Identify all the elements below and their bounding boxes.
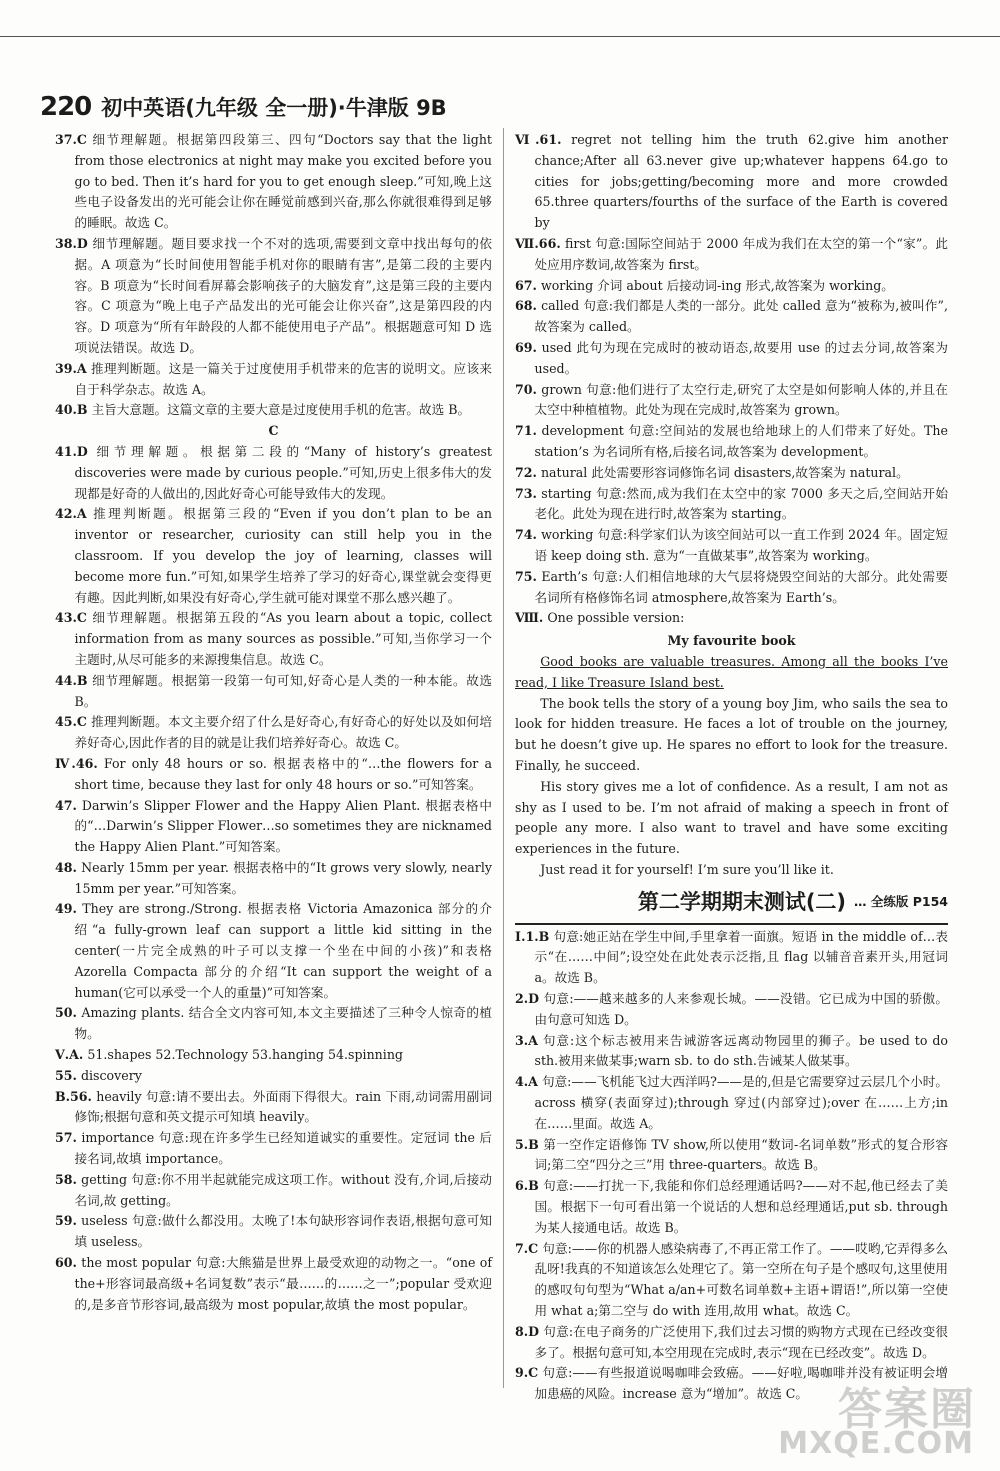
- answer-entry: [515, 234, 948, 276]
- answer-text: 句意:——飞机能飞过大西洋吗?——是的,但是它需要穿过云层几个小时。across 横穿(表面穿过);through 穿过(内部穿过);over 在……上方;in 在……里面。故选 A。: [534, 1074, 948, 1131]
- answer-number: 74.: [515, 527, 537, 543]
- watermark: [740, 1373, 990, 1463]
- answer-text: 句意:——有些报道说喝咖啡会致癌。——好啦,喝咖啡并没有被证明会增加患癌的风险。increase 意为“增加”。故选 C。: [534, 1365, 948, 1402]
- answer-text: 推理判断题。本文主要介绍了什么是好奇心,有好奇心的好处以及如何培养好奇心,因此作者的目的就是让我们培养好奇心。故选 C。: [74, 714, 492, 751]
- answer-entry: [515, 1031, 948, 1073]
- answer-entry: [515, 1322, 948, 1364]
- answer-number: 4.A: [515, 1074, 538, 1090]
- answer-text: used 此句为现在完成时的被动语态,故要用 use 的过去分词,故答案为 used。: [534, 339, 948, 376]
- answer-text: 细节理解题。根据第四段第三、四句“Doctors say that the light from those electronics at night may make you excited before you go to bed. Then it’s hard for you to get enough sleep.”可知,晚上这些电子设备发出的光可能会让你在睡觉前感到兴奋,那么你就很难得到足够的睡眠。故选 C。: [74, 132, 492, 231]
- answer-entry: [55, 1003, 492, 1045]
- answer-text: Amazing plants. 结合全文内容可知,本文主要描述了三种令人惊奇的植物。: [74, 1005, 492, 1042]
- answer-entry: [515, 296, 948, 338]
- answer-entry: [55, 754, 492, 796]
- answer-text: discovery: [80, 1067, 142, 1083]
- answer-number: 75.: [515, 568, 537, 584]
- answer-entry: [515, 380, 948, 422]
- answer-number: 48.: [55, 859, 77, 875]
- answer-text: first 句意:国际空间站于 2000 年成为我们在太空的第一个“家”。此处应用序数词,故答案为 first。: [534, 235, 949, 272]
- answer-entry: [515, 484, 948, 526]
- answer-entry: [515, 463, 948, 484]
- answer-entry: [515, 989, 948, 1031]
- answer-text: 句意:——打扰一下,我能和你们总经理通话吗?——对不起,他已经去了美国。根据下一句可看出第一个说话的人想和总经理通话,put sb. through 为某人接通电话。故选 B。: [534, 1178, 948, 1235]
- watermark-logo-text: 答案圈: [838, 1384, 976, 1435]
- answer-text: heavily 句意:请不要出去。外面雨下得很大。rain 下雨,动词需用副词修饰;根据句意和英文提示可知填 heavily。: [74, 1088, 492, 1125]
- answer-text: 细节理解题。根据第一段第一句可知,好奇心是人类的一种本能。故选 B。: [74, 672, 492, 709]
- answer-text: working 句意:科学家们认为该空间站可以一直工作到 2024 年。固定短语 keep doing sth. 意为“一直做某事”,故答案为 working。: [534, 527, 948, 563]
- answer-entry: [515, 276, 948, 297]
- answer-entry: [515, 608, 948, 629]
- answer-number: 45.C: [55, 714, 87, 730]
- answer-text: They are strong./Strong. 根据表格 Victoria Amazonica 部分的介绍“a fully-grown leaf can support a little kid sitting in the center(一片完全成熟的叶子可以支撑一个坐在中间的小孩)”和表格 Azorella Compacta 部分的介绍“It can support the weight of a human(它可以承受一个人的重量)”可知答案。: [74, 901, 492, 1000]
- answer-entry: [55, 1253, 492, 1315]
- answer-number: 41.D: [55, 443, 88, 459]
- answer-entry: [515, 1135, 948, 1177]
- answer-number: 5.B: [515, 1136, 539, 1152]
- answer-entry: [55, 359, 492, 401]
- answer-number: 37.C: [55, 132, 87, 147]
- answer-text: development 句意:空间站的发展也给地球上的人们带来了好处。The station’s 为名词所有格,后接名词,故答案为 development。: [534, 423, 948, 459]
- answer-text: 句意:这个标志被用来告诫游客远离动物园里的狮子。be used to do sth.被用来做某事;warn sb. to do sth.告诫某人做某事。: [534, 1032, 948, 1069]
- watermark-url: MXQE.COM: [778, 1426, 974, 1461]
- answer-entry: [55, 234, 492, 359]
- answer-text: useless 句意:做什么都没用。太晚了!本句缺形容词作表语,根据句意可知填 useless。: [74, 1213, 492, 1250]
- answer-entry: [515, 567, 948, 609]
- answer-number: 60.: [55, 1255, 77, 1271]
- answer-text: 推理判断题。根据第三段的“Even if you don’t plan to be an inventor or researcher, curiosity can still help you in the classroom. If you develop the joy of learning, classes will become more fun.”可知,如果学生培养了学习的好奇心,课堂就会变得更有趣。因此判断,如果没有好奇心,学生就可能对课堂不那么感兴趣了。: [74, 506, 492, 605]
- answer-entry: [515, 338, 948, 380]
- answer-entry: [515, 927, 948, 989]
- answer-number: 43.C: [55, 610, 87, 626]
- answer-number: Ⅷ.: [515, 610, 544, 626]
- answer-text: importance 句意:现在许多学生已经知道诚实的重要性。定冠词 the 后接名词,故填 importance。: [74, 1130, 492, 1167]
- answer-entry: [55, 671, 492, 713]
- answer-text: starting 句意:然而,成为我们在太空中的家 7000 多天之后,空间站开始老化。此处为现在进行时,故答案为 starting。: [534, 485, 948, 522]
- answer-number: 3.A: [515, 1032, 538, 1048]
- answer-number: 6.B: [515, 1178, 539, 1194]
- book-title: 初中英语(九年级 全一册)·牛津版 9B: [101, 96, 447, 120]
- answer-text: 主旨大意题。这篇文章的主要大意是过度使用手机的危害。故选 B。: [91, 402, 471, 418]
- answer-number: 8.D: [515, 1323, 540, 1339]
- answer-number: Ⅴ.A.: [55, 1047, 84, 1063]
- answer-entry: [55, 899, 492, 1003]
- essay: [515, 631, 948, 881]
- test-section-heading: [515, 883, 948, 925]
- answer-entry: [55, 712, 492, 754]
- answer-entry: [55, 1128, 492, 1170]
- page-header: [40, 92, 447, 122]
- answer-text: Nearly 15mm per year. 根据表格中的“It grows very slowly, nearly 15mm per year.”可知答案。: [74, 859, 492, 896]
- answer-entry: [515, 421, 948, 463]
- answers-part-2: [515, 927, 948, 1405]
- answer-entry: [55, 1211, 492, 1253]
- essay-paragraph: The book tells the story of a young boy Jim, who sails the sea to look for hidden treasure. He faces a lot of trouble on the journey, but he doesn’t give up. He spares no effort to look for the treasure. Finally, he succeed.: [515, 695, 948, 773]
- page-number: 220: [40, 92, 92, 122]
- answer-text: Darwin’s Slipper Flower and the Happy Alien Plant. 根据表格中的“…Darwin’s Slipper Flower…so sometimes they are nicknamed the Happy Alien Plant.”可知答案。: [74, 797, 492, 855]
- answer-entry: [515, 1239, 948, 1322]
- answer-text: 推理判断题。这是一篇关于过度使用手机带来的危害的说明文。应该来自于科学杂志。故选 A。: [74, 360, 492, 397]
- answer-number: Ⅵ.61.: [515, 132, 562, 147]
- answer-entry: [515, 525, 948, 567]
- top-rule: [0, 36, 1000, 37]
- answer-text: 句意:——你的机器人感染病毒了,不再正常工作了。——哎哟,它弄得多么乱呀!我真的不知道该怎么处理它了。第一空所在句子是个感叹句,这里使用的感叹句句型为“What a/an+可数名词单数+主语+谓语!”,所以第一空使用 what a;第二空与 do with 连用,故用 what。故选 C。: [534, 1240, 948, 1319]
- answer-entry: [55, 858, 492, 900]
- answer-number: 9.C: [515, 1365, 539, 1381]
- answer-number: 44.B: [55, 672, 88, 688]
- answer-entry: [515, 130, 948, 234]
- answer-number: 71.: [515, 423, 537, 439]
- answer-entry: [55, 130, 492, 234]
- answer-entry: [515, 1176, 948, 1238]
- right-column: [515, 130, 948, 1405]
- answer-text: 51.shapes 52.Technology 53.hanging 54.spinning: [87, 1047, 403, 1063]
- answer-text: 第一空作定语修饰 TV show,所以使用“数词-名词单数”形式的复合形容词;第二空“四分之三”用 three-quarters。故选 B。: [534, 1136, 948, 1173]
- essay-paragraph: Just read it for yourself! I’m sure you’ll like it.: [540, 861, 834, 877]
- answer-number: 7.C: [515, 1240, 539, 1256]
- answer-text: 句意:她正站在学生中间,手里拿着一面旗。短语 in the middle of…表示“在……中间”;设空处在此处表示泛指,且 flag 以辅音音素开头,用冠词 a。故选 B。: [534, 928, 948, 986]
- answer-text: getting 句意:你不用半起就能完成这项工作。without 没有,介词,后接动名词,故 getting。: [74, 1171, 492, 1208]
- answer-text: regret not telling him the truth 62.give him another chance;After all 63.never give up;whatever happens 64.go to cities for jobs;getting/becoming more and more crowded 65.three quarters/fourths of the surface of the Earth is covered by: [534, 132, 948, 231]
- answer-number: 50.: [55, 1005, 77, 1021]
- essay-title: My favourite book: [667, 633, 796, 649]
- answer-number: 49.: [55, 901, 77, 917]
- answer-entry: [55, 1045, 492, 1066]
- answer-entry: [55, 1066, 492, 1087]
- answer-number: 73.: [515, 485, 537, 501]
- answer-number: Ⅳ.46.: [55, 755, 98, 771]
- answer-number: 72.: [515, 464, 537, 480]
- answer-number: Ⅶ.66.: [515, 235, 561, 251]
- answer-text: working 介词 about 后接动词-ing 形式,故答案为 working。: [540, 277, 894, 293]
- answer-text: grown 句意:他们进行了太空行走,研究了太空是如何影响人体的,并且在太空中种植植物。此处为现在完成时,故答案为 grown。: [534, 381, 948, 418]
- test-title: 第二学期期末测试(二): [637, 890, 847, 915]
- answer-number: 42.A: [55, 506, 87, 522]
- answer-entry: [55, 442, 492, 504]
- answer-entry: [55, 796, 492, 858]
- answer-text: called 句意:我们都是人类的一部分。此处 called 意为“被称为,被叫作”,故答案为 called。: [534, 298, 948, 335]
- answer-number: 55.: [55, 1067, 77, 1083]
- answer-number: Ⅰ.1.B: [515, 928, 550, 944]
- answer-text: the most popular 句意:大熊猫是世界上最受欢迎的动物之一。“one of the+形容词最高级+名词复数”表示“最……的……之一”;popular 受欢迎的,是多音节形容词,最高级为 most popular,故填 the most popular。: [74, 1255, 492, 1312]
- answer-text: Earth’s 句意:人们相信地球的大气层将烧毁空间站的大部分。此处需要名词所有格修饰名词 atmosphere,故答案为 Earth’s。: [534, 568, 948, 605]
- answer-text: 句意:——越来越多的人来参观长城。——没错。它已成为中国的骄傲。由句意可知选 D。: [534, 991, 948, 1027]
- answer-text: natural 此处需要形容词修饰名词 disasters,故答案为 natural。: [540, 464, 909, 480]
- answer-entry: [515, 1072, 948, 1134]
- answer-entry: [55, 1087, 492, 1129]
- answer-number: 39.A: [55, 360, 87, 376]
- answer-number: 59.: [55, 1213, 77, 1229]
- essay-paragraph: His story gives me a lot of confidence. As a result, I am not as shy as I used to be. I’m not afraid of making a speech in front of people any more. I also want to travel and have some exciting experiences in the future.: [515, 778, 948, 857]
- answer-number: 38.D: [55, 235, 88, 251]
- answer-number: 69.: [515, 339, 537, 355]
- answer-number: 58.: [55, 1171, 77, 1187]
- answer-number: 68.: [515, 298, 537, 314]
- answer-number: B.56.: [55, 1088, 92, 1104]
- answer-entry: [55, 400, 492, 421]
- answer-text: One possible version:: [547, 610, 685, 626]
- column-divider: [503, 128, 504, 1388]
- answer-entry: [55, 504, 492, 608]
- answer-number: 40.B: [55, 402, 88, 418]
- answer-number: 47.: [55, 797, 77, 813]
- answers-part-1: [515, 130, 948, 629]
- answer-text: 句意:在电子商务的广泛使用下,我们过去习惯的购物方式现在已经改变很多了。根据句意可知,本空用现在完成时,表示“现在已经改变”。故选 D。: [534, 1323, 948, 1360]
- answer-number: 57.: [55, 1130, 77, 1146]
- answer-text: 细节理解题。题目要求找一个不对的选项,需要到文章中找出每句的依据。A 项意为“长时间使用智能手机对你的眼睛有害”,是第二段的主要内容。B 项意为“长时间看屏幕会影响孩子的大脑发育”,这是第三段的主要内容。C 项意为“晚上电子产品发出的光可能会让你兴奋”,这是第四段的内容。D 项意为“所有年龄段的人都不能使用电子产品”。根据题意可知 D 选项说法错误。故选 D。: [74, 235, 492, 355]
- test-reference: … 全练版 P154: [854, 894, 948, 910]
- answer-entry: [55, 1170, 492, 1212]
- answer-text: 细节理解题。根据第五段的“As you learn about a topic, collect information from as many sources as possible.”可知,当你学习一个主题时,从尽可能多的来源搜集信息。故选 C。: [74, 610, 492, 667]
- left-column: [55, 130, 492, 1315]
- answer-text: 细节理解题。根据第二段的“Many of history’s greatest discoveries were made by curious people.”可知,历史上很多伟大的发现都是好奇的人做出的,因此好奇心可能导致伟大的发现。: [74, 443, 492, 501]
- essay-paragraph: Good books are valuable treasures. Among all the books I’ve read, I like Treasure Island best.: [515, 653, 948, 690]
- answer-number: 67.: [515, 277, 537, 293]
- answer-number: 2.D: [515, 991, 540, 1007]
- answer-entry: [55, 608, 492, 670]
- answer-text: For only 48 hours or so. 根据表格中的“…the flowers for a short time, because they last for only 48 hours or so.”可知答案。: [74, 755, 492, 792]
- answer-number: 70.: [515, 381, 537, 397]
- section-heading: C: [268, 423, 279, 439]
